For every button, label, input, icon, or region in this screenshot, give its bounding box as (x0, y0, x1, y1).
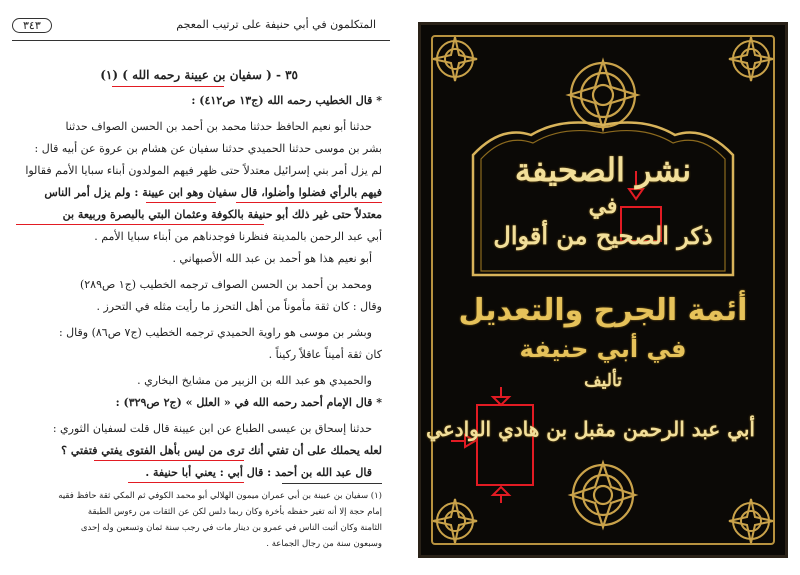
annotation-underline (16, 224, 264, 225)
text-line: والحميدي هو عبد الله بن الزبير من مشايخ البخاري . (137, 374, 372, 387)
text-line-highlighted: فيهم بالرأي فضلوا وأضلوا، قال سفيان وهو ابن عيينة : ولم يزل أمر الناس (44, 186, 382, 199)
text-line: * قال الإمام أحمد رحمه الله في « العلل » (ج٢ ص٣٢٩) : (115, 396, 382, 409)
text-line: حدثنا إسحاق بن عيسى الطباع عن ابن عيينة قال قلت لسفيان الثوري : (52, 422, 372, 435)
page-number: ٣٤٣ (12, 18, 52, 33)
text-line: أبي عبد الرحمن بالمدينة فنظرنا فوجدناهم من أبناء سبايا الأمم . (94, 230, 382, 243)
cover-ornaments (421, 25, 785, 555)
text-line: وبشر بن موسى هو راوية الحميدي ترجمه الخطيب (ج٧ ص٨٦) وقال : (58, 326, 372, 339)
arrow-down-icon (493, 387, 509, 405)
text-line: بشر بن موسى حدثنا الحميدي حدثنا سفيان عن هشام بن عروة عن أبيه قال : (34, 142, 382, 155)
footnote-line: إمام حجة إلا أنه تغير حفظه بأخرة وكان ربما دلس لكن عن الثقات من رءوس الطبقة (87, 507, 382, 517)
arrow-up-icon (493, 487, 509, 503)
text-line-highlighted: معتدلاً حتى غير ذلك أبو حنيفة بالكوفة وعثمان البتي بالبصرة وربيعة بن (62, 208, 382, 221)
medallion-ornament-top-right (729, 37, 773, 81)
cover-author-label: تأليف (584, 371, 622, 391)
annotation-underline (112, 86, 224, 87)
text-line: حدثنا أبو نعيم الحافظ حدثنا محمد بن أحمد بن الحسن الصواف حدثنا (65, 120, 372, 133)
running-header-title: المتكلمون في أبي حنيفة على ترتيب المعجم (176, 18, 376, 31)
cover-title-line3: ذكر الصحيح من أقوال (493, 221, 713, 250)
text-line-highlighted: قال عبد الله بن أحمد : قال أبي : يعني أبا حنيفة . (145, 466, 372, 479)
text-line: ومحمد بن أحمد بن الحسن الصواف ترجمه الخطيب (ج١ ص٢٨٩) (79, 278, 372, 291)
entry-heading: ٣٥ - ( سفيان بن عيينة رحمه الله ) (١) (100, 68, 298, 82)
medallion-ornament-bottom-center (571, 463, 635, 527)
header-divider (12, 40, 390, 41)
book-page-scan (8, 8, 394, 566)
footnote-line: (١) سفيان بن عيينة بن أبي عمران ميمون الهلالي أبو محمد الكوفي ثم المكي ثقة حافظ فقيه (58, 491, 382, 501)
cover-author-name: أبي عبد الرحمن مقبل بن هادي الوادعي (426, 417, 755, 441)
medallion-ornament-bottom-left (433, 499, 477, 543)
text-line: وقال : كان ثقة مأموناً من أهل التحرز ما رأيت مثله في التحرز . (96, 300, 382, 313)
annotation-underline (236, 202, 382, 203)
medallion-ornament-bottom-right (729, 499, 773, 543)
cover-title-line1: نشر الصحيفة (514, 151, 692, 189)
cover-subtitle-line2: في أبي حنيفة (519, 335, 687, 363)
text-line: لم يزل أمر بني إسرائيل معتدلاً حتى ظهر فيهم المولدون أبناء سبايا الأمم فقالوا (25, 164, 382, 177)
page-header (8, 8, 394, 42)
annotation-underline (94, 460, 244, 461)
medallion-ornament-top-center (569, 61, 637, 129)
text-line: * قال الخطيب رحمه الله (ج١٣ ص٤١٢) : (191, 94, 382, 107)
text-line-highlighted: لعله يحملك على أن تفتي أنك ترى من ليس بأهل الفتوى يفتي فتفتي ؟ (61, 444, 382, 457)
medallion-ornament-top-left (433, 37, 477, 81)
annotation-underline (146, 202, 216, 203)
footnote-divider (282, 483, 382, 484)
cover-title-line2: في (588, 193, 618, 219)
footnote-line: الثامنة وكان أثبت الناس في عمرو بن دينار مات في رجب سنة ثمان وتسعين وله إحدى (80, 523, 382, 533)
footnote-line: وسبعون سنة من رجال الجماعة . (266, 539, 382, 549)
book-cover (418, 22, 788, 558)
annotation-underline (128, 482, 244, 483)
cover-subtitle-line1: أئمة الجرح والتعديل (458, 293, 748, 328)
text-line: كان ثقة أميناً عاقلاً ركيناً . (268, 348, 382, 361)
text-line: أبو نعيم هذا هو أحمد بن عبد الله الأصبهاني . (172, 252, 372, 265)
